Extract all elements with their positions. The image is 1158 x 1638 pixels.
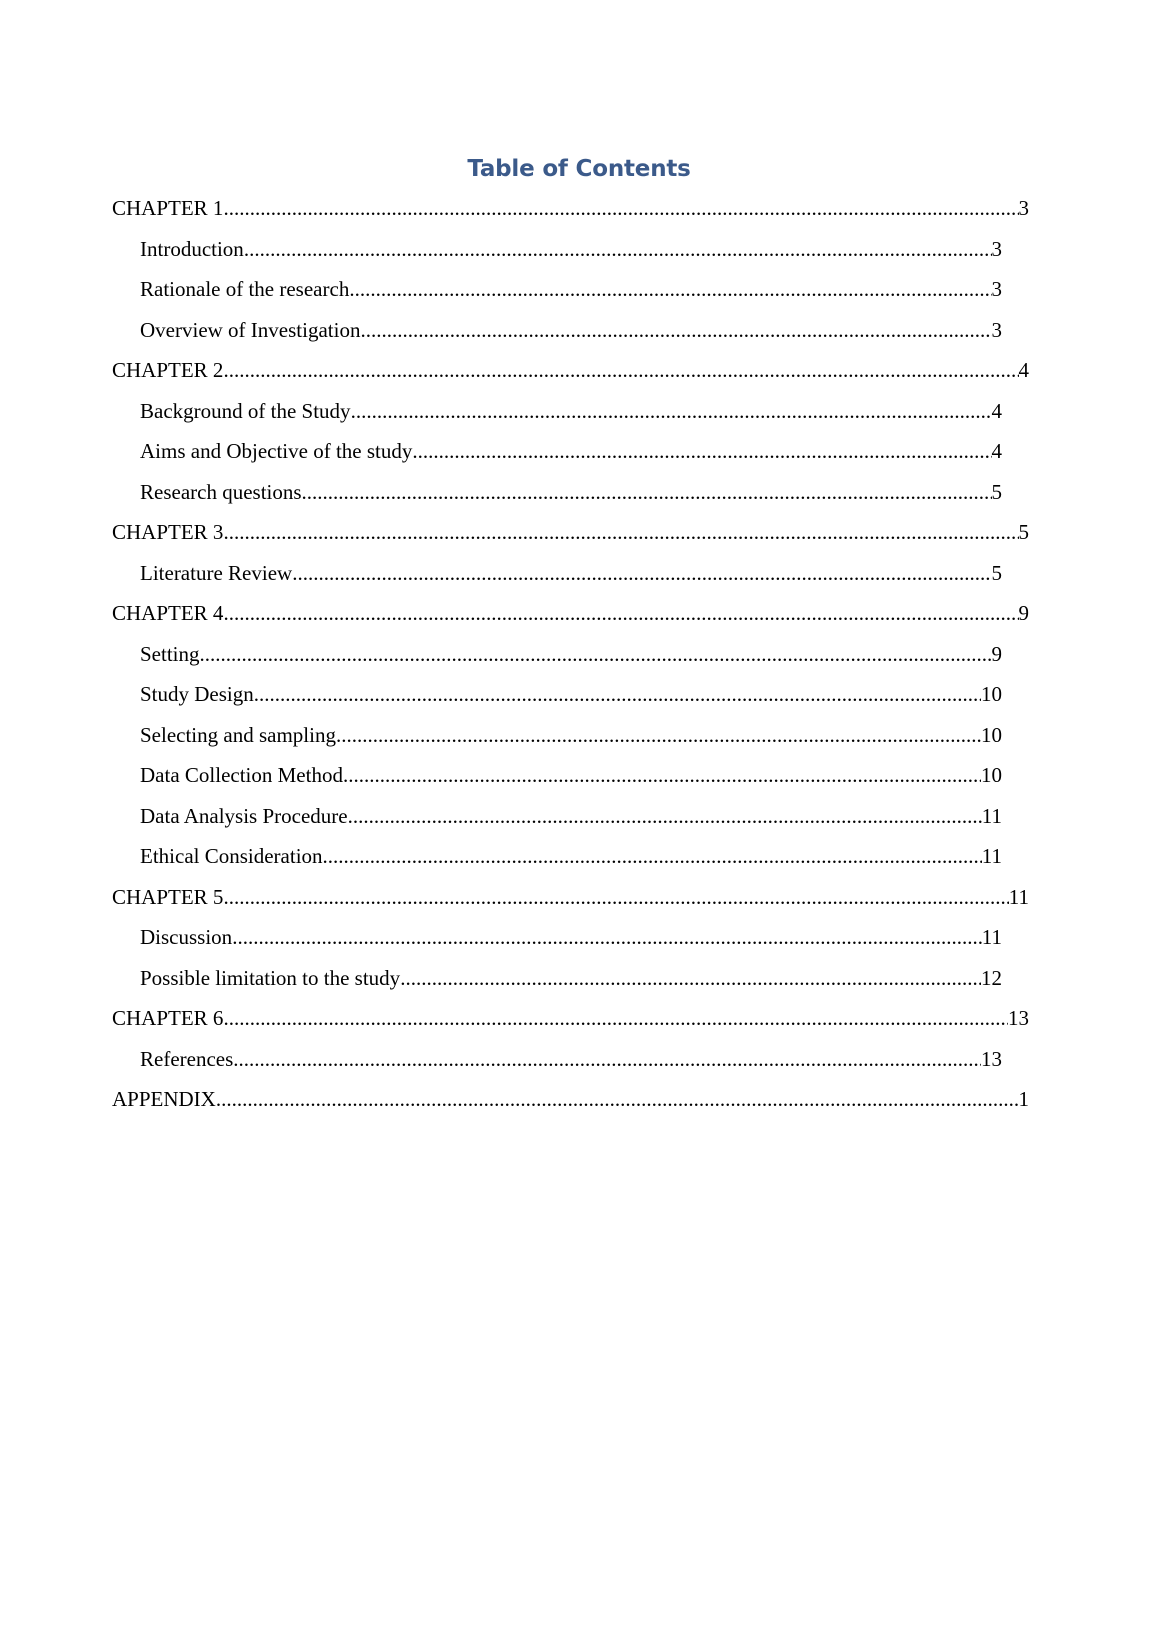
toc-dot-leader	[244, 229, 992, 270]
toc-section-entry[interactable]	[140, 958, 1002, 999]
toc-section-entry[interactable]	[140, 472, 1002, 513]
toc-entry-label: CHAPTER 2	[112, 358, 224, 382]
toc-chapter-entry[interactable]	[112, 1079, 1029, 1120]
toc-section-entry[interactable]	[140, 917, 1002, 958]
toc-entry-page-number: 11	[981, 844, 1002, 868]
toc-entry-label: Research questions	[140, 479, 302, 504]
toc-entry-page-number: 11	[1008, 884, 1029, 909]
toc-dot-leader	[223, 350, 1018, 391]
toc-section-entry[interactable]	[140, 431, 1002, 472]
toc-dot-leader	[348, 796, 982, 837]
toc-dot-leader	[223, 188, 1018, 229]
toc-section-entry[interactable]	[140, 796, 1002, 837]
toc-entry-page-number: 1	[1018, 1087, 1029, 1111]
toc-chapter-entry[interactable]	[112, 188, 1029, 229]
toc-dot-leader	[412, 431, 991, 472]
toc-entry-page-number: 3	[991, 277, 1002, 301]
toc-entry-label: Possible limitation to the study	[140, 965, 401, 990]
toc-dot-leader	[336, 715, 981, 756]
toc-dot-leader	[223, 512, 1018, 553]
toc-entry-label: Background of the Study	[140, 398, 351, 423]
toc-dot-leader	[200, 634, 992, 675]
toc-dot-leader	[351, 391, 992, 432]
toc-entry-label: Study Design	[140, 682, 254, 706]
toc-entry-page-number: 11	[981, 803, 1002, 828]
toc-entry-label: APPENDIX	[112, 1087, 216, 1111]
toc-entry-label: Data Collection Method	[140, 763, 343, 787]
toc-entry-page-number: 3	[991, 317, 1002, 342]
toc-entry-page-number: 11	[981, 925, 1002, 949]
toc-dot-leader	[400, 958, 981, 999]
toc-entry-label: Rationale of the research	[140, 277, 350, 301]
toc-entry-label: CHAPTER 4	[112, 601, 224, 625]
toc-dot-leader	[233, 1039, 981, 1080]
toc-chapter-entry[interactable]	[112, 512, 1029, 553]
toc-entry-page-number: 10	[981, 763, 1002, 787]
toc-section-entry[interactable]	[140, 755, 1002, 796]
toc-section-entry[interactable]	[140, 391, 1002, 432]
toc-section-entry[interactable]	[140, 229, 1002, 270]
toc-entry-page-number: 13	[981, 1046, 1002, 1071]
toc-entry-page-number: 5	[991, 560, 1002, 585]
toc-entry-page-number: 9	[1018, 601, 1029, 625]
toc-entry-label: Selecting and sampling	[140, 722, 336, 747]
toc-entry-label: Literature Review	[140, 560, 293, 585]
toc-dot-leader	[216, 1079, 1019, 1120]
toc-entry-label: Discussion	[140, 925, 233, 949]
toc-entry-label: CHAPTER 6	[112, 1006, 224, 1030]
toc-chapter-entry[interactable]	[112, 593, 1029, 634]
toc-section-entry[interactable]	[140, 310, 1002, 351]
toc-dot-leader	[223, 593, 1018, 634]
toc-dot-leader	[349, 269, 991, 310]
toc-entry-label: Data Analysis Procedure	[140, 803, 348, 828]
toc-entry-page-number: 9	[991, 641, 1002, 666]
toc-title: Table of Contents	[467, 156, 691, 182]
toc-dot-leader	[223, 998, 1008, 1039]
toc-entry-label: Aims and Objective of the study	[140, 439, 413, 463]
toc-entry-page-number: 10	[981, 682, 1002, 706]
toc-entry-label: Ethical Consideration	[140, 844, 323, 868]
toc-dot-leader	[323, 836, 982, 877]
toc-entry-label: References	[140, 1046, 234, 1071]
toc-section-entry[interactable]	[140, 553, 1002, 594]
toc-entry-page-number: 4	[1018, 358, 1029, 382]
toc-entry-page-number: 4	[991, 439, 1002, 463]
toc-dot-leader	[360, 310, 991, 351]
toc-list	[0, 188, 1158, 1120]
toc-entry-page-number: 5	[1018, 520, 1029, 544]
toc-section-entry[interactable]	[140, 634, 1002, 675]
toc-entry-page-number: 5	[991, 479, 1002, 504]
toc-section-entry[interactable]	[140, 836, 1002, 877]
toc-dot-leader	[343, 755, 981, 796]
toc-entry-page-number: 12	[981, 965, 1002, 990]
toc-section-entry[interactable]	[140, 715, 1002, 756]
toc-entry-label: Setting	[140, 641, 200, 666]
toc-dot-leader	[292, 553, 991, 594]
toc-section-entry[interactable]	[140, 1039, 1002, 1080]
toc-dot-leader	[232, 917, 982, 958]
toc-chapter-entry[interactable]	[112, 998, 1029, 1039]
toc-entry-page-number: 4	[991, 398, 1002, 423]
toc-entry-label: CHAPTER 3	[112, 520, 224, 544]
toc-dot-leader	[223, 877, 1008, 918]
toc-section-entry[interactable]	[140, 674, 1002, 715]
toc-entry-label: CHAPTER 1	[112, 196, 224, 220]
toc-dot-leader	[254, 674, 981, 715]
toc-dot-leader	[302, 472, 992, 513]
toc-entry-label: CHAPTER 5	[112, 884, 224, 909]
toc-chapter-entry[interactable]	[112, 350, 1029, 391]
toc-entry-label: Overview of Investigation	[140, 317, 361, 342]
toc-section-entry[interactable]	[140, 269, 1002, 310]
toc-chapter-entry[interactable]	[112, 877, 1029, 918]
toc-entry-label: Introduction	[140, 236, 244, 261]
toc-entry-page-number: 13	[1008, 1006, 1029, 1030]
toc-entry-page-number: 3	[1018, 196, 1029, 220]
toc-entry-page-number: 3	[991, 236, 1002, 261]
toc-entry-page-number: 10	[981, 722, 1002, 747]
